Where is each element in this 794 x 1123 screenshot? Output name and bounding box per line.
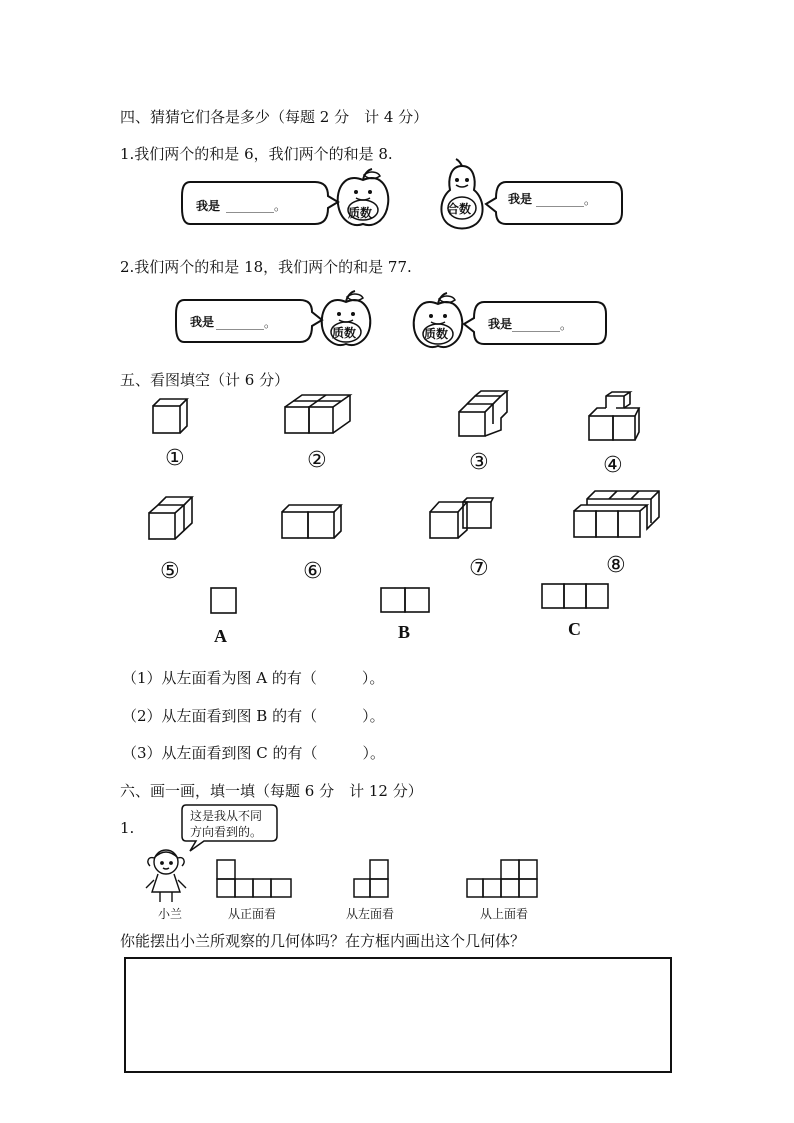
figure-label-7: ⑦: [469, 556, 489, 581]
section5-question-3: （3）从左面看到图 C 的有（ ）。: [122, 744, 386, 762]
speech-line-2: 方向看到的。: [190, 825, 263, 839]
section4-question-1: 1.我们两个的和是 6，我们两个的和是 8.: [120, 145, 393, 163]
girl-name: 小兰: [158, 907, 183, 921]
cube-figure-8: [571, 489, 663, 541]
section6-question: 你能摆出小兰所观察的几何体吗？在方框内画出这个几何体？: [120, 932, 526, 950]
figure-label-2: ②: [307, 448, 327, 473]
apple-prime-icon: [410, 292, 466, 352]
girl-icon: [140, 846, 194, 904]
cube-figure-1: [150, 396, 192, 436]
section5-question-1: （1）从左面看为图 A 的有（ ）。: [122, 669, 385, 687]
section5-question-2: （2）从左面看到图 B 的有（ ）。: [122, 707, 385, 725]
prime-label-2: 质数: [332, 326, 357, 340]
front-view-squares: [215, 858, 295, 900]
section6-question-number: 1.: [120, 819, 135, 837]
answer-blank-4[interactable]: ________。: [512, 318, 573, 332]
view-label-b: B: [398, 622, 411, 642]
section4-question-2: 2.我们两个的和是 18，我们两个的和是 77.: [120, 258, 412, 276]
view-b-squares: [379, 586, 431, 614]
prime-label-1: 质数: [348, 206, 373, 220]
composite-label: 合数: [447, 202, 472, 216]
bubble-label-1: 我是: [196, 199, 221, 213]
speech-line-1: 这是我从不同: [190, 809, 263, 823]
view-label-a: A: [214, 626, 227, 646]
figure-label-3: ③: [469, 450, 489, 475]
left-view-label: 从左面看: [346, 907, 395, 921]
bubble-label-4: 我是: [488, 317, 513, 331]
figure-label-1: ①: [165, 446, 185, 471]
answer-blank-2[interactable]: ________。: [536, 193, 597, 207]
answer-blank-1[interactable]: ________。: [226, 199, 287, 213]
prime-label-3: 质数: [424, 327, 449, 341]
top-view-squares: [465, 858, 541, 900]
view-c-squares: [540, 582, 612, 610]
cube-figure-7: [427, 496, 495, 542]
cube-figure-6: [279, 502, 341, 542]
figure-label-5: ⑤: [160, 559, 180, 584]
bubble-label-2: 我是: [508, 192, 533, 206]
section5-title: 五、看图填空（计 6 分）: [120, 371, 290, 389]
figure-label-6: ⑥: [303, 559, 323, 584]
top-view-label: 从上面看: [480, 907, 529, 921]
view-a-square: [209, 586, 239, 616]
front-view-label: 从正面看: [228, 907, 277, 921]
answer-blank-3[interactable]: ________。: [216, 316, 277, 330]
section4-title: 四、猜猜它们各是多少（每题 2 分 计 4 分）: [120, 108, 429, 126]
cube-figure-3: [456, 390, 510, 440]
cube-figure-4: [586, 392, 642, 444]
view-label-c: C: [568, 619, 581, 639]
apple-prime-icon: [318, 290, 374, 350]
drawing-answer-box[interactable]: [124, 957, 672, 1073]
pear-composite-icon: [436, 158, 488, 232]
figure-label-8: ⑧: [606, 553, 626, 578]
figure-label-4: ④: [603, 453, 623, 478]
left-view-squares: [352, 858, 396, 900]
section6-title: 六、画一画，填一填（每题 6 分 计 12 分）: [120, 782, 423, 800]
cube-figure-5: [146, 495, 196, 543]
bubble-label-3: 我是: [190, 315, 215, 329]
cube-figure-2: [282, 393, 354, 437]
